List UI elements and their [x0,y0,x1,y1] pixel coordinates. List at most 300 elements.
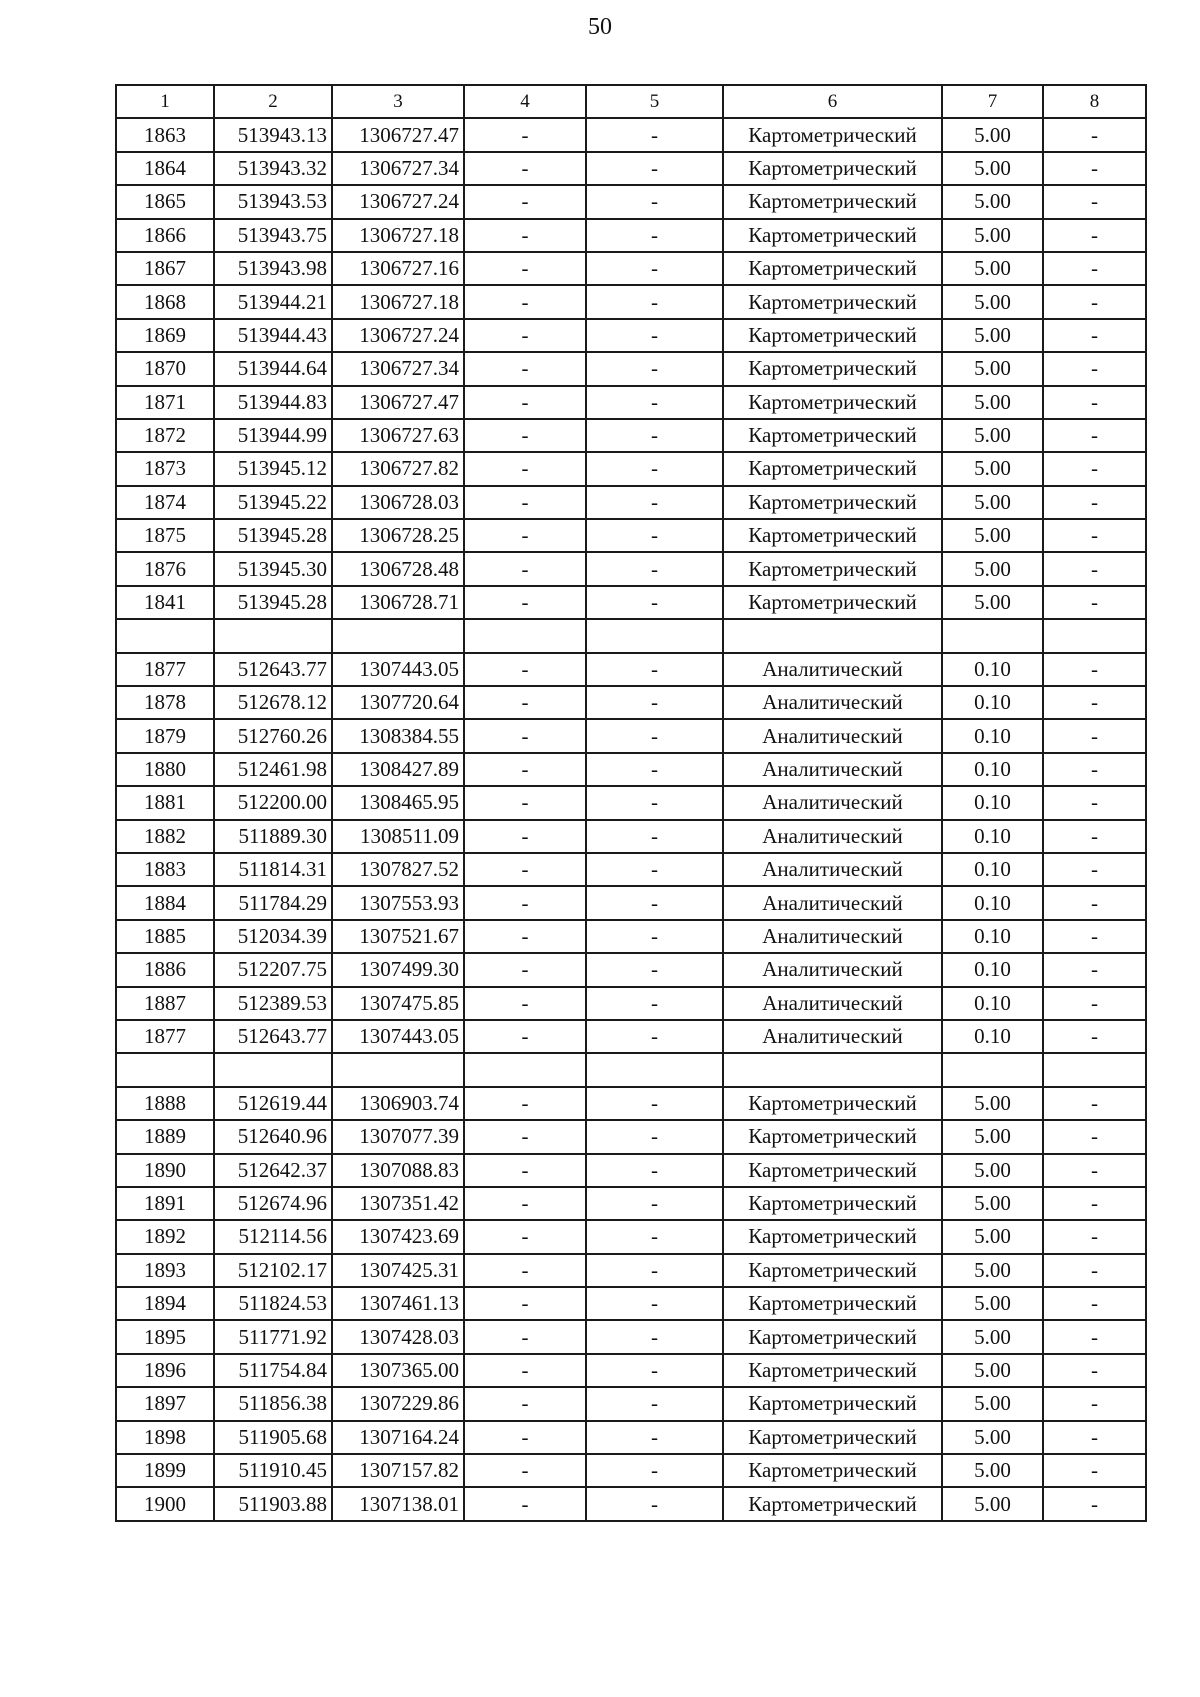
accuracy-cell: 0.10 [942,653,1043,686]
table-row [116,185,1146,218]
accuracy-cell: 5.00 [942,519,1043,552]
coord-y-cell: 1306727.24 [332,185,464,218]
coord-x-cell: 513944.83 [214,386,332,419]
col-4-cell: - [464,1154,586,1187]
col-5-cell: - [586,686,723,719]
coord-y-cell: 1307553.93 [332,886,464,919]
coord-x-cell: 512102.17 [214,1254,332,1287]
table-row [116,953,1146,986]
coord-x-cell: 511910.45 [214,1454,332,1487]
accuracy-cell [942,619,1043,652]
accuracy-cell: 0.10 [942,886,1043,919]
coord-x-cell: 513944.43 [214,319,332,352]
coord-y-cell: 1307138.01 [332,1487,464,1520]
table-row [116,1220,1146,1253]
col-8-cell: - [1043,953,1146,986]
method-cell: Аналитический [723,1020,942,1053]
table-body [116,118,1146,1520]
col-4-cell: - [464,452,586,485]
point-number-cell: 1882 [116,820,214,853]
point-number-cell [116,619,214,652]
accuracy-cell: 5.00 [942,1154,1043,1187]
table-row [116,653,1146,686]
point-number-cell: 1873 [116,452,214,485]
coord-y-cell: 1307827.52 [332,853,464,886]
table-row [116,1287,1146,1320]
table-row [116,1487,1146,1520]
point-number-cell: 1889 [116,1120,214,1153]
col-4-cell: - [464,419,586,452]
col-5-cell: - [586,1421,723,1454]
coord-x-cell: 512760.26 [214,719,332,752]
col-4-cell: - [464,285,586,318]
col-8-cell [1043,619,1146,652]
method-cell: Аналитический [723,820,942,853]
coord-x-cell: 513943.98 [214,252,332,285]
table-row [116,619,1146,652]
coordinates-table [115,84,1147,1522]
method-cell: Картометрический [723,252,942,285]
header-col-4: 4 [464,85,586,118]
coord-y-cell: 1306727.82 [332,452,464,485]
coord-y-cell: 1307365.00 [332,1354,464,1387]
header-col-6: 6 [723,85,942,118]
header-col-3: 3 [332,85,464,118]
table-row [116,1454,1146,1487]
point-number-cell: 1868 [116,285,214,318]
coord-x-cell: 513943.32 [214,152,332,185]
coord-y-cell: 1306727.24 [332,319,464,352]
col-5-cell: - [586,419,723,452]
coord-x-cell: 511784.29 [214,886,332,919]
col-8-cell: - [1043,1287,1146,1320]
coord-y-cell: 1307461.13 [332,1287,464,1320]
col-8-cell: - [1043,686,1146,719]
col-8-cell: - [1043,987,1146,1020]
col-5-cell: - [586,786,723,819]
col-5-cell [586,619,723,652]
method-cell: Картометрический [723,219,942,252]
coord-y-cell: 1306727.47 [332,386,464,419]
method-cell: Картометрический [723,586,942,619]
point-number-cell: 1870 [116,352,214,385]
point-number-cell: 1876 [116,552,214,585]
col-8-cell: - [1043,1120,1146,1153]
accuracy-cell: 0.10 [942,719,1043,752]
col-4-cell: - [464,586,586,619]
table-row [116,152,1146,185]
coord-y-cell: 1307720.64 [332,686,464,719]
col-5-cell: - [586,953,723,986]
col-4-cell: - [464,386,586,419]
col-4-cell: - [464,719,586,752]
coord-x-cell: 512034.39 [214,920,332,953]
accuracy-cell: 5.00 [942,1087,1043,1120]
table-row [116,586,1146,619]
col-5-cell: - [586,1187,723,1220]
col-8-cell: - [1043,1154,1146,1187]
col-8-cell: - [1043,1020,1146,1053]
point-number-cell: 1841 [116,586,214,619]
accuracy-cell: 5.00 [942,118,1043,151]
coord-x-cell: 511889.30 [214,820,332,853]
table-row [116,219,1146,252]
table-row [116,252,1146,285]
point-number-cell: 1869 [116,319,214,352]
col-5-cell: - [586,1354,723,1387]
col-5-cell: - [586,653,723,686]
col-4-cell: - [464,920,586,953]
col-5-cell: - [586,1387,723,1420]
coord-y-cell: 1306728.25 [332,519,464,552]
col-5-cell: - [586,185,723,218]
table-row [116,1087,1146,1120]
col-4-cell: - [464,820,586,853]
method-cell: Картометрический [723,1254,942,1287]
point-number-cell: 1890 [116,1154,214,1187]
col-8-cell: - [1043,1187,1146,1220]
col-8-cell: - [1043,1354,1146,1387]
col-4-cell: - [464,1087,586,1120]
accuracy-cell: 5.00 [942,1454,1043,1487]
col-4-cell: - [464,519,586,552]
col-4-cell: - [464,552,586,585]
method-cell: Картометрический [723,1387,942,1420]
col-8-cell: - [1043,586,1146,619]
coord-x-cell: 513945.28 [214,586,332,619]
col-5-cell: - [586,352,723,385]
col-8-cell: - [1043,1087,1146,1120]
coord-y-cell: 1307351.42 [332,1187,464,1220]
col-5-cell: - [586,285,723,318]
method-cell: Картометрический [723,486,942,519]
coord-x-cell: 511856.38 [214,1387,332,1420]
accuracy-cell: 0.10 [942,953,1043,986]
coord-x-cell: 513943.13 [214,118,332,151]
col-4-cell: - [464,1454,586,1487]
point-number-cell: 1871 [116,386,214,419]
col-8-cell: - [1043,719,1146,752]
table-row [116,552,1146,585]
accuracy-cell: 5.00 [942,1320,1043,1353]
col-8-cell: - [1043,152,1146,185]
method-cell: Картометрический [723,419,942,452]
col-8-cell: - [1043,1421,1146,1454]
method-cell: Картометрический [723,1154,942,1187]
col-5-cell: - [586,586,723,619]
coord-y-cell: 1306727.18 [332,285,464,318]
method-cell: Картометрический [723,1320,942,1353]
accuracy-cell: 5.00 [942,185,1043,218]
accuracy-cell: 0.10 [942,853,1043,886]
col-4-cell: - [464,686,586,719]
col-4-cell: - [464,1287,586,1320]
accuracy-cell: 5.00 [942,419,1043,452]
col-8-cell: - [1043,1387,1146,1420]
coord-x-cell: 511903.88 [214,1487,332,1520]
table-row [116,1120,1146,1153]
table-row [116,920,1146,953]
method-cell: Картометрический [723,1120,942,1153]
coord-x-cell: 512678.12 [214,686,332,719]
coord-y-cell: 1307475.85 [332,987,464,1020]
col-5-cell: - [586,753,723,786]
col-4-cell: - [464,987,586,1020]
table-row [116,452,1146,485]
accuracy-cell: 5.00 [942,252,1043,285]
table-row [116,1254,1146,1287]
col-4-cell: - [464,1387,586,1420]
table-row [116,886,1146,919]
table-row [116,352,1146,385]
table-row [116,1154,1146,1187]
col-4-cell: - [464,219,586,252]
col-8-cell: - [1043,452,1146,485]
point-number-cell: 1896 [116,1354,214,1387]
col-4-cell: - [464,152,586,185]
point-number-cell: 1877 [116,653,214,686]
point-number-cell: 1863 [116,118,214,151]
accuracy-cell: 5.00 [942,1120,1043,1153]
col-5-cell: - [586,987,723,1020]
coord-x-cell: 512643.77 [214,1020,332,1053]
col-8-cell: - [1043,185,1146,218]
coord-y-cell: 1307088.83 [332,1154,464,1187]
col-5-cell: - [586,1254,723,1287]
point-number-cell: 1883 [116,853,214,886]
col-5-cell: - [586,820,723,853]
table-row [116,987,1146,1020]
accuracy-cell: 5.00 [942,586,1043,619]
coord-x-cell: 511771.92 [214,1320,332,1353]
table-header [116,85,1146,118]
col-8-cell: - [1043,252,1146,285]
method-cell: Аналитический [723,853,942,886]
method-cell: Картометрический [723,552,942,585]
col-5-cell: - [586,486,723,519]
coord-y-cell: 1306728.48 [332,552,464,585]
col-5-cell: - [586,319,723,352]
col-5-cell: - [586,1287,723,1320]
table-row [116,1354,1146,1387]
col-4-cell: - [464,1254,586,1287]
col-4-cell: - [464,786,586,819]
col-5-cell [586,1053,723,1086]
point-number-cell: 1866 [116,219,214,252]
col-5-cell: - [586,152,723,185]
method-cell: Аналитический [723,987,942,1020]
coord-y-cell: 1306727.47 [332,118,464,151]
coord-y-cell: 1307077.39 [332,1120,464,1153]
coord-y-cell: 1307164.24 [332,1421,464,1454]
method-cell: Картометрический [723,1354,942,1387]
point-number-cell: 1865 [116,185,214,218]
coord-y-cell: 1307229.86 [332,1387,464,1420]
col-8-cell: - [1043,486,1146,519]
col-4-cell: - [464,252,586,285]
method-cell: Аналитический [723,886,942,919]
col-8-cell: - [1043,519,1146,552]
point-number-cell: 1891 [116,1187,214,1220]
accuracy-cell: 0.10 [942,987,1043,1020]
point-number-cell: 1878 [116,686,214,719]
accuracy-cell: 5.00 [942,1421,1043,1454]
table-row [116,853,1146,886]
point-number-cell: 1875 [116,519,214,552]
col-8-cell: - [1043,653,1146,686]
coord-y-cell: 1308465.95 [332,786,464,819]
accuracy-cell: 5.00 [942,1487,1043,1520]
col-5-cell: - [586,519,723,552]
point-number-cell: 1897 [116,1387,214,1420]
coord-x-cell: 513944.99 [214,419,332,452]
accuracy-cell: 5.00 [942,319,1043,352]
accuracy-cell: 0.10 [942,920,1043,953]
table-row [116,419,1146,452]
coord-x-cell: 512200.00 [214,786,332,819]
coord-y-cell: 1306728.71 [332,586,464,619]
point-number-cell [116,1053,214,1086]
coord-y-cell: 1307443.05 [332,1020,464,1053]
col-5-cell: - [586,853,723,886]
method-cell: Аналитический [723,719,942,752]
header-col-5: 5 [586,85,723,118]
header-col-2: 2 [214,85,332,118]
table-row [116,753,1146,786]
point-number-cell: 1881 [116,786,214,819]
col-4-cell: - [464,1421,586,1454]
col-4-cell: - [464,185,586,218]
coord-x-cell: 512389.53 [214,987,332,1020]
coord-x-cell [214,1053,332,1086]
coord-y-cell: 1306727.34 [332,152,464,185]
point-number-cell: 1895 [116,1320,214,1353]
coord-y-cell: 1306727.63 [332,419,464,452]
coord-y-cell: 1306727.18 [332,219,464,252]
col-4-cell [464,1053,586,1086]
table-row [116,486,1146,519]
col-8-cell: - [1043,920,1146,953]
col-5-cell: - [586,719,723,752]
col-4-cell [464,619,586,652]
coord-x-cell: 513945.12 [214,452,332,485]
point-number-cell: 1880 [116,753,214,786]
coord-x-cell: 511814.31 [214,853,332,886]
col-5-cell: - [586,219,723,252]
point-number-cell: 1884 [116,886,214,919]
method-cell: Картометрический [723,118,942,151]
table-row [116,820,1146,853]
table-row [116,1020,1146,1053]
method-cell: Картометрический [723,1287,942,1320]
accuracy-cell: 5.00 [942,1354,1043,1387]
accuracy-cell: 5.00 [942,1187,1043,1220]
method-cell: Аналитический [723,686,942,719]
coord-y-cell [332,1053,464,1086]
col-5-cell: - [586,886,723,919]
coord-y-cell: 1308427.89 [332,753,464,786]
col-4-cell: - [464,1120,586,1153]
accuracy-cell: 0.10 [942,820,1043,853]
method-cell: Картометрический [723,1220,942,1253]
method-cell: Картометрический [723,1187,942,1220]
col-8-cell: - [1043,1254,1146,1287]
coord-x-cell: 513945.22 [214,486,332,519]
point-number-cell: 1867 [116,252,214,285]
col-4-cell: - [464,653,586,686]
coord-x-cell [214,619,332,652]
accuracy-cell: 5.00 [942,219,1043,252]
col-5-cell: - [586,1487,723,1520]
accuracy-cell: 5.00 [942,1254,1043,1287]
accuracy-cell: 5.00 [942,1287,1043,1320]
coord-x-cell: 512674.96 [214,1187,332,1220]
table-row [116,1387,1146,1420]
coord-x-cell: 513945.28 [214,519,332,552]
col-4-cell: - [464,753,586,786]
coord-y-cell: 1306727.16 [332,252,464,285]
table-row [116,118,1146,151]
coord-y-cell: 1307428.03 [332,1320,464,1353]
method-cell: Картометрический [723,1421,942,1454]
point-number-cell: 1886 [116,953,214,986]
table-row [116,686,1146,719]
accuracy-cell [942,1053,1043,1086]
table-row [116,719,1146,752]
method-cell: Аналитический [723,786,942,819]
col-8-cell: - [1043,1220,1146,1253]
coord-y-cell: 1308384.55 [332,719,464,752]
coord-y-cell: 1307425.31 [332,1254,464,1287]
accuracy-cell: 5.00 [942,486,1043,519]
accuracy-cell: 5.00 [942,1387,1043,1420]
point-number-cell: 1898 [116,1421,214,1454]
col-4-cell: - [464,953,586,986]
coord-x-cell: 513945.30 [214,552,332,585]
col-5-cell: - [586,252,723,285]
page-number: 50 [588,14,612,40]
col-8-cell: - [1043,386,1146,419]
method-cell: Картометрический [723,319,942,352]
method-cell: Аналитический [723,920,942,953]
col-8-cell: - [1043,886,1146,919]
accuracy-cell: 5.00 [942,552,1043,585]
col-8-cell: - [1043,1487,1146,1520]
coord-x-cell: 513943.53 [214,185,332,218]
col-8-cell: - [1043,118,1146,151]
coord-x-cell: 511905.68 [214,1421,332,1454]
col-5-cell: - [586,920,723,953]
coord-y-cell [332,619,464,652]
col-4-cell: - [464,1187,586,1220]
point-number-cell: 1874 [116,486,214,519]
table-row [116,519,1146,552]
col-5-cell: - [586,1320,723,1353]
coord-y-cell: 1307423.69 [332,1220,464,1253]
method-cell: Аналитический [723,953,942,986]
header-row [116,85,1146,118]
header-col-7: 7 [942,85,1043,118]
accuracy-cell: 5.00 [942,1220,1043,1253]
coord-y-cell: 1307443.05 [332,653,464,686]
method-cell: Картометрический [723,185,942,218]
coord-x-cell: 513944.64 [214,352,332,385]
coord-y-cell: 1306728.03 [332,486,464,519]
col-8-cell: - [1043,285,1146,318]
col-8-cell: - [1043,820,1146,853]
col-8-cell: - [1043,1454,1146,1487]
method-cell: Картометрический [723,386,942,419]
